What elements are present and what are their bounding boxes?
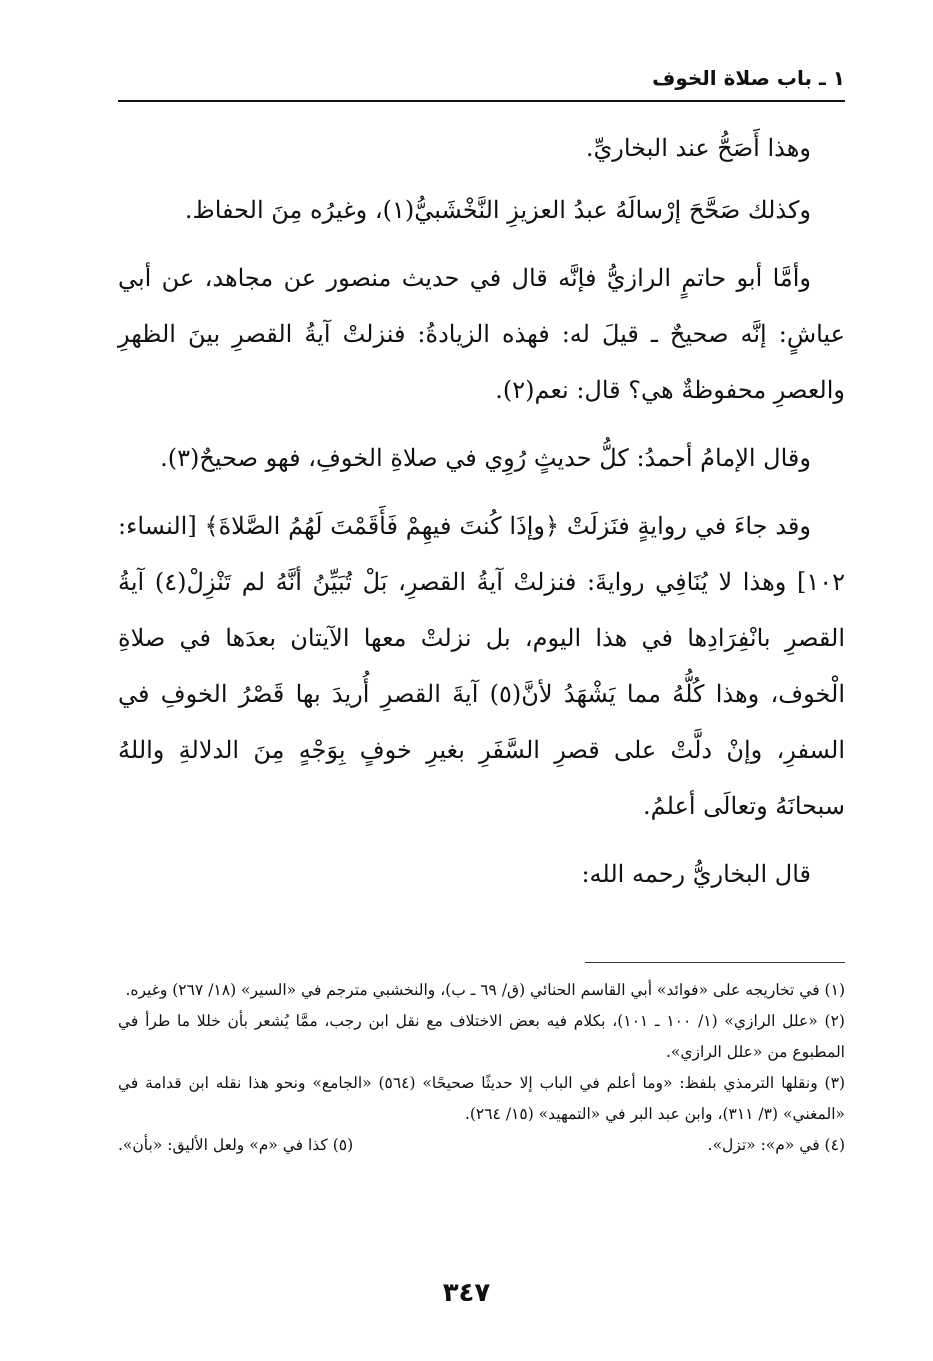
footnote-separator [585,962,845,963]
footnote-5: (٥) كذا في «م» ولعل الأليق: «بأن». [118,1136,354,1154]
footnote-4: (٤) في «م»: «تزل». [707,1136,845,1154]
paragraph-4: وقال الإمامُ أحمدُ: كلُّ حديثٍ رُوِي في صلاةِ الخوفِ، فهو صحيحٌ(٣). [160,444,811,472]
paragraph-5: وقد جاءَ في روايةٍ فنَزلَتْ ﴿وإذَا كُنتَ فيهِمْ فَأَقَمْتَ لَهُمُ الصَّلاةَ﴾ [النساء: ١٠٢] وهذا لا يُنَافِي روايةَ: فنزلتْ آيةُ القصرِ، بَلْ تُبَيِّنُ أنَّهُ لم تَنْزِلْ(٤) آيةُ القصرِ بانْفِرَادِها في هذا اليوم، بل نزلتْ معها الآيتان بعدَها في صلاةِ الْخوف، وهذا كُلُّهُ مما يَشْهَدُ لأنَّ(٥) آيةَ القصرِ أُريدَ بها قَصْرُ الخوفِ في السفرِ، وإنْ دلَّتْ على قصرِ السَّفَرِ بغيرِ خوفٍ بِوَجْهٍ مِنَ الدلالةِ واللهُ سبحانَهُ وتعالَى أعلمُ. [118,512,846,820]
footnote-3: (٣) ونقلها الترمذي بلفظ: «وما أعلم في الباب إلا حديثًا صحيحًا» (٥٦٤) «الجامع» ونحو هذا نقله ابن قدامة في «المغني» (٣/ ٣١١)، وابن عبد البر في «التمهيد» (١٥/ ٢٦٤). [118,1074,845,1123]
footnote-row [118,1130,845,1161]
footnotes [118,975,845,1161]
chapter-title: ١ ـ باب صلاة الخوف [652,66,845,90]
paragraph-2: وكذلك صَحَّحَ إرْسالَهُ عبدُ العزيزِ النَّخْشَبيُّ(١)، وغيرُه مِنَ الحفاظ. [184,196,811,224]
paragraph-1: وهذا أَصَحُّ عند البخاريِّ. [585,134,811,162]
footnote-1: (١) في تخاريجه على «فوائد» أبي القاسم الحنائي (ق/ ٦٩ ـ ب)، والنخشبي مترجم في «السير» (١٨/ ٢٦٧) وغيره. [125,981,845,999]
main-text [118,120,845,914]
page-number: ٣٤٧ [442,1278,491,1308]
footnote-2: (٢) «علل الرازي» (١/ ١٠٠ ـ ١٠١)، بكلام فيه بعض الاختلاف مع نقل ابن رجب، ممَّا يُشعر بأن خللا ما طرأ في المطبوع من «علل الرازي». [118,1012,845,1061]
paragraph-6: قال البخاريُّ رحمه الله: [581,860,811,888]
running-header [118,66,845,102]
paragraph-3: وأمَّا أبو حاتمٍ الرازيُّ فإنَّه قال في حديث منصور عن مجاهد، عن أبي عياشٍ: إنَّه صحيحٌ ـ قيلَ له: فهذه الزيادةُ: فنزلتْ آيةُ القصرِ بينَ الظهرِ والعصرِ محفوظةٌ هي؟ قال: نعم(٢). [118,264,845,404]
